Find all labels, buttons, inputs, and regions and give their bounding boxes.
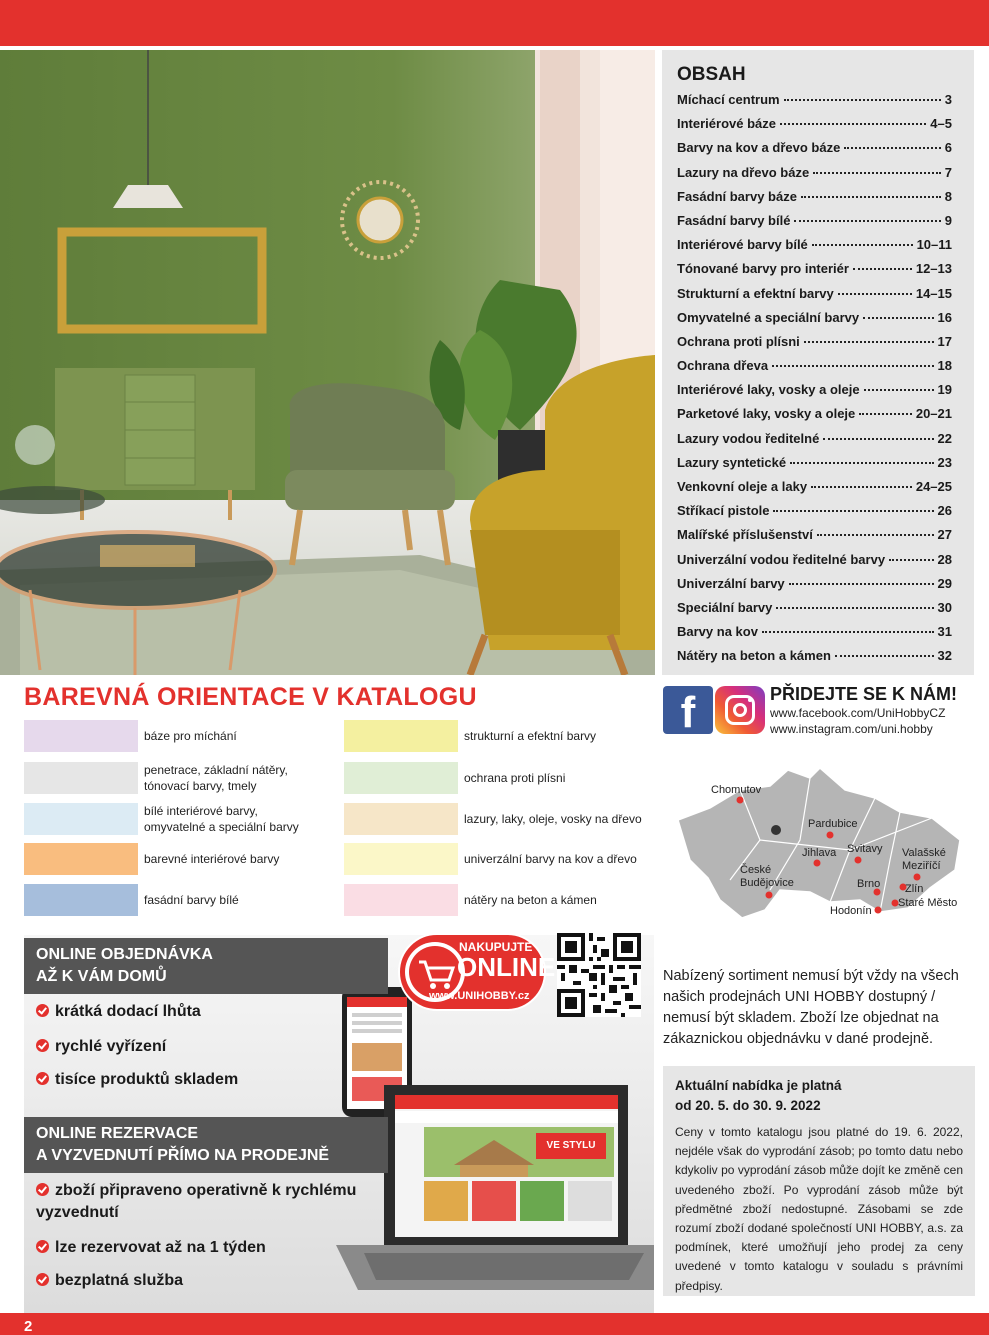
toc-leader-dots [823, 438, 933, 440]
toc-leader-dots [835, 655, 934, 657]
toc-leader-dots [863, 317, 933, 319]
color-swatch [344, 803, 458, 835]
toc-leader-dots [772, 365, 933, 367]
toc-item [677, 213, 952, 237]
toc-item-page: 17 [937, 333, 952, 349]
toc-item-label: Univerzální vodou ředitelné barvy [677, 551, 886, 567]
toc-item-page: 9 [944, 212, 952, 228]
orientation-title: BAREVNÁ ORIENTACE V KATALOGU [24, 683, 477, 711]
check-icon [36, 1004, 49, 1017]
toc-item-label: Tónované barvy pro interiér [677, 261, 849, 277]
online-order-title: ONLINE OBJEDNÁVKA AŽ K VÁM DOMŮ [24, 938, 388, 994]
toc-item-page: 16 [937, 309, 952, 325]
city-label: Jihlava [802, 847, 837, 859]
toc-item-page: 29 [937, 575, 952, 591]
toc-item-label: Venkovní oleje a laky [677, 479, 808, 494]
check-icon [36, 1039, 49, 1052]
toc-item [677, 527, 952, 551]
color-swatch-label: lazury, laky, oleje, vosky na dřevo [464, 812, 642, 826]
toc-leader-dots [801, 196, 941, 198]
color-swatch [344, 762, 458, 794]
toc-item-label: Fasádní barvy báze [677, 188, 797, 204]
city-label: Zlín [905, 883, 924, 895]
toc-item-page: 19 [937, 382, 952, 398]
feature-bullet-text: lze rezervovat až na 1 týden [55, 1239, 266, 1256]
toc-item-page: 22 [937, 430, 952, 446]
screen-banner: VE STYLU [546, 1140, 596, 1151]
color-swatch [24, 720, 138, 752]
toc-item [677, 116, 952, 140]
city-label: Svitavy [847, 843, 883, 855]
table-of-contents [662, 50, 974, 675]
feature-bullet [36, 1001, 201, 1023]
toc-item [677, 406, 952, 430]
toc-item [677, 140, 952, 164]
feature-bullet [36, 1237, 266, 1259]
color-swatch-label: fasádní barvy bílé [144, 893, 239, 907]
toc-item-label: Parketové laky, vosky a oleje [677, 406, 856, 422]
feature-bullet [36, 1069, 238, 1091]
city-label: Chomutov [711, 784, 762, 796]
color-swatch [24, 884, 138, 916]
toc-item [677, 455, 952, 479]
color-swatch [344, 884, 458, 916]
toc-item-page: 24–25 [915, 479, 952, 494]
toc-item-page: 12–13 [915, 261, 952, 277]
toc-leader-dots [811, 486, 912, 488]
toc-item [677, 310, 952, 334]
city-label: Brno [857, 878, 881, 890]
check-icon [36, 1240, 49, 1253]
city-label: Hodonín [830, 905, 872, 917]
color-swatch-label: bílé interiérové barvy, omyvatelné a speciální barvy [144, 804, 299, 834]
toc-leader-dots [794, 220, 940, 222]
toc-item-page: 28 [937, 551, 952, 567]
toc-item-page: 7 [944, 164, 952, 180]
color-swatch [344, 720, 458, 752]
check-icon [36, 1273, 49, 1286]
toc-item-page: 10–11 [916, 237, 952, 253]
toc-item-label: Interiérové báze [677, 116, 776, 132]
feature-bullet [36, 1036, 166, 1058]
toc-item-page: 18 [937, 358, 952, 374]
toc-leader-dots [762, 631, 934, 633]
city-label: Pardubice [808, 818, 858, 830]
qr-code-pattern [557, 933, 641, 1017]
toc-leader-dots [813, 172, 941, 174]
toc-item-label: Fasádní barvy bílé [677, 212, 791, 228]
toc-item-label: Ochrana proti plísni [677, 333, 800, 349]
toc-leader-dots [844, 147, 940, 149]
color-swatch-label: univerzální barvy na kov a dřevo [464, 852, 637, 866]
toc-leader-dots [773, 510, 933, 512]
validity-title: Aktuální nabídka je platná od 20. 5. do 30. 9. 2022 [675, 1078, 842, 1113]
toc-item-page: 26 [937, 503, 952, 519]
check-icon [36, 1072, 49, 1085]
toc-item [677, 286, 952, 310]
city-label: Staré Město [898, 897, 958, 909]
color-swatch [24, 843, 138, 875]
top-red-bar [0, 0, 989, 46]
toc-item-page: 27 [937, 527, 952, 543]
toc-leader-dots [789, 583, 934, 585]
toc-item-label: Lazury syntetické [677, 454, 787, 470]
toc-leader-dots [790, 462, 933, 464]
city-label: České Budějovice [740, 864, 794, 889]
toc-item-page: 20–21 [915, 406, 952, 422]
toc-item [677, 600, 952, 624]
qr-code[interactable] [557, 933, 641, 1017]
toc-title: OBSAH [677, 64, 746, 85]
bottom-red-bar [0, 1313, 989, 1335]
feature-bullet-text: bezplatná služba [55, 1272, 184, 1289]
toc-leader-dots [804, 341, 934, 343]
toc-item-page: 6 [944, 140, 952, 156]
color-swatch-label: báze pro míchání [144, 729, 237, 743]
color-swatch-label: strukturní a efektní barvy [464, 729, 597, 743]
city-label: Valašské Meziříčí [902, 847, 946, 872]
facebook-icon[interactable]: f [663, 686, 713, 734]
toc-item [677, 237, 952, 261]
toc-leader-dots [859, 413, 912, 415]
toc-item [677, 358, 952, 382]
feature-bullet-text: krátká dodací lhůta [55, 1003, 201, 1020]
toc-item-label: Lazury vodou ředitelné [677, 430, 820, 446]
validity-text: Ceny v tomto katalogu jsou platné do 19. 6. 2022, nejdéle však do vyprodání zásob; po tomto datu nebo kdykoliv po vyprodání zásob může dojít ke změně cen uvedeného zboží. Po vyprodání zásob může být předmětné zboží nedostupné. Zásobami se zde rozumí zboží dodané společností UNI HOBBY, a.s. za podmínek, které umožňují jeho prodej za ceny uvedené v tomto katalogu v souladu s právními předpisy. [675, 1125, 963, 1293]
toc-item [677, 431, 952, 455]
toc-item [677, 382, 952, 406]
color-swatch [344, 843, 458, 875]
toc-leader-dots [780, 123, 926, 125]
feature-bullet-text: tisíce produktů skladem [55, 1071, 239, 1088]
social-title: PŘIDEJTE SE K NÁM! [770, 684, 958, 704]
toc-leader-dots [817, 534, 934, 536]
living-room-illustration [0, 50, 655, 675]
toc-item-label: Lazury na dřevo báze [677, 164, 810, 180]
toc-item [677, 503, 952, 527]
badge-line1: NAKUPUJTE [459, 940, 533, 954]
feature-bullet-text: rychlé vyřízení [55, 1038, 167, 1055]
facebook-link[interactable]: www.facebook.com/UniHobbyCZ [770, 706, 946, 720]
instagram-link[interactable]: www.instagram.com/uni.hobby [770, 722, 933, 736]
hero-photo [0, 50, 655, 675]
shop-online-badge[interactable] [397, 932, 556, 1012]
color-swatch-label: barevné interiérové barvy [144, 852, 280, 866]
toc-item-label: Interiérové laky, vosky a oleje [677, 382, 860, 398]
toc-item-label: Malířské příslušenství [677, 527, 813, 543]
online-reservation-title: ONLINE REZERVACE A VYZVEDNUTÍ PŘÍMO NA PRODEJNĚ [24, 1117, 388, 1173]
toc-leader-dots [889, 559, 933, 561]
check-icon [36, 1183, 49, 1196]
toc-item-label: Interiérové barvy bílé [677, 237, 808, 253]
badge-line2: ONLINE [457, 952, 556, 982]
toc-item-page: 8 [944, 188, 952, 204]
toc-item-label: Speciální barvy [677, 599, 773, 615]
toc-item-page: 30 [937, 599, 952, 615]
toc-item-page: 3 [944, 92, 952, 107]
toc-leader-dots [784, 99, 941, 101]
toc-leader-dots [853, 268, 912, 270]
toc-item-label: Omyvatelné a speciální barvy [677, 309, 860, 325]
feature-bullet [36, 1180, 356, 1224]
toc-item [677, 334, 952, 358]
toc-leader-dots [812, 244, 913, 246]
color-swatch-label: ochrana proti plísni [464, 771, 566, 785]
toc-item [677, 648, 952, 672]
toc-item-label: Barvy na kov [677, 624, 758, 640]
toc-item [677, 576, 952, 600]
toc-item [677, 189, 952, 213]
toc-item-label: Stříkací pistole [677, 503, 770, 519]
toc-item [677, 261, 952, 285]
toc-item [677, 92, 952, 116]
instagram-icon[interactable] [715, 686, 765, 734]
toc-item [677, 624, 952, 648]
toc-item-page: 23 [937, 454, 952, 470]
store-map [670, 760, 970, 925]
toc-item-label: Míchací centrum [677, 92, 780, 107]
toc-leader-dots [776, 607, 933, 609]
toc-item-label: Barvy na kov a dřevo báze [677, 140, 841, 156]
color-swatch-label: nátěry na beton a kámen [464, 893, 597, 907]
feature-bullet [36, 1270, 183, 1292]
color-swatch-label: penetrace, základní nátěry, tónovací barvy, tmely [144, 763, 288, 793]
validity-box [663, 1066, 975, 1296]
toc-item-label: Nátěry na beton a kámen [677, 648, 831, 664]
toc-leader-dots [838, 293, 912, 295]
availability-note: Nabízený sortiment nemusí být vždy na všech našich prodejnách UNI HOBBY dostupný / nemusí být skladem. Zboží lze objednat na zákaznickou objednávku v dané prodejně. [663, 968, 959, 1047]
toc-item-label: Strukturní a efektní barvy [677, 285, 834, 301]
color-swatch [24, 803, 138, 835]
toc-list [677, 92, 952, 673]
toc-item-label: Univerzální barvy [677, 575, 785, 591]
toc-item-page: 14–15 [915, 285, 952, 301]
badge-url[interactable]: www.UNIHOBBY.cz [429, 990, 530, 1002]
page-number: 2 [24, 1318, 33, 1335]
toc-item [677, 552, 952, 576]
toc-item [677, 165, 952, 189]
feature-bullet-text: zboží připraveno operativně k rychlému vyzvednutí [36, 1182, 357, 1221]
toc-item-label: Ochrana dřeva [677, 358, 769, 374]
toc-item [677, 479, 952, 503]
toc-item-page: 31 [937, 624, 952, 640]
toc-leader-dots [864, 389, 934, 391]
color-swatch [24, 762, 138, 794]
toc-item-page: 32 [937, 648, 952, 664]
toc-item-page: 4–5 [930, 116, 952, 132]
